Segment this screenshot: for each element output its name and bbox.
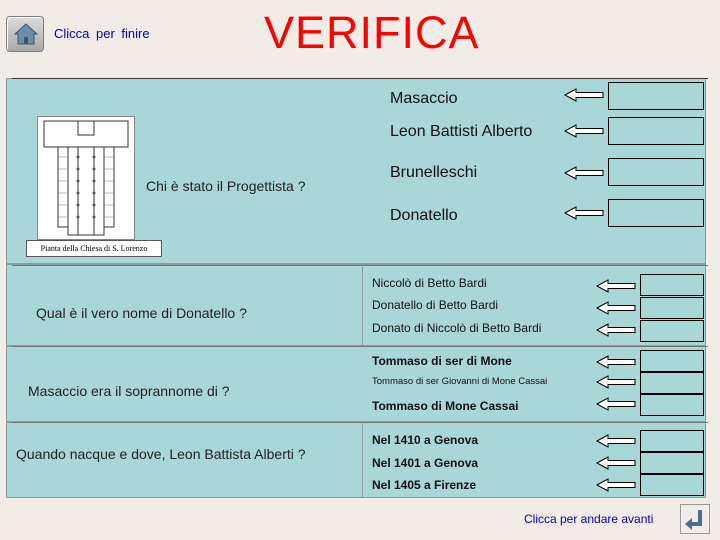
- answer-4-3[interactable]: Nel 1405 a Firenze: [372, 478, 477, 492]
- answer-box-4-2[interactable]: [640, 452, 704, 474]
- arrow-left-icon: [596, 397, 636, 411]
- next-button[interactable]: [680, 504, 710, 534]
- arrow-left-icon: [596, 375, 636, 389]
- arrow-left-icon: [596, 301, 636, 315]
- answer-box-4-1[interactable]: [640, 430, 704, 452]
- answer-box-3-3[interactable]: [640, 394, 704, 416]
- answer-box-2-1[interactable]: [640, 274, 704, 296]
- arrow-left-icon: [596, 456, 636, 470]
- arrow-left-icon: [564, 166, 604, 180]
- arrow-left-icon: [596, 478, 636, 492]
- finish-link[interactable]: Clicca per finire: [54, 26, 150, 41]
- arrow-left-icon: [564, 124, 604, 138]
- question-3: Masaccio era il soprannome di ?: [28, 383, 230, 399]
- arrow-left-icon: [564, 206, 604, 220]
- answer-box-1-3[interactable]: [608, 158, 704, 186]
- answer-3-2[interactable]: Tommaso di ser Giovanni di Mone Cassai: [372, 376, 548, 387]
- arrow-left-icon: [596, 279, 636, 293]
- answer-box-1-2[interactable]: [608, 117, 704, 145]
- page-title: VERIFICA: [264, 7, 480, 58]
- answer-4-1[interactable]: Nel 1410 a Genova: [372, 433, 479, 447]
- answer-box-3-1[interactable]: [640, 350, 704, 372]
- answer-1-3[interactable]: Brunelleschi: [390, 164, 478, 181]
- answer-box-2-3[interactable]: [640, 320, 704, 342]
- answer-box-3-2[interactable]: [640, 372, 704, 394]
- divider: [12, 422, 708, 423]
- question-1: Chi è stato il Progettista ?: [146, 178, 306, 194]
- image-caption: Pianta della Chiesa di S. Lorenzo: [26, 240, 162, 257]
- divider: [12, 265, 708, 266]
- question-2: Qual è il vero nome di Donatello ?: [36, 305, 247, 321]
- home-button[interactable]: [6, 16, 44, 52]
- church-floor-plan-image: [37, 116, 135, 240]
- answer-3-1[interactable]: Tommaso di ser di Mone: [372, 354, 512, 368]
- divider: [12, 78, 708, 79]
- answer-2-3[interactable]: Donato di Niccolò di Betto Bardi: [372, 321, 542, 335]
- arrow-left-icon: [596, 355, 636, 369]
- answer-1-4[interactable]: Donatello: [390, 207, 458, 224]
- next-link[interactable]: Clicca per andare avanti: [524, 512, 654, 526]
- divider: [12, 346, 708, 347]
- answer-2-2[interactable]: Donatello di Betto Bardi: [372, 298, 499, 312]
- question-4: Quando nacque e dove, Leon Battista Alberti ?: [16, 446, 306, 462]
- answer-3-3[interactable]: Tommaso di Mone Cassai: [372, 399, 519, 413]
- answer-2-1[interactable]: Niccolò di Betto Bardi: [372, 276, 487, 290]
- answer-box-1-1[interactable]: [608, 82, 704, 110]
- answer-4-2[interactable]: Nel 1401 a Genova: [372, 456, 479, 470]
- divider: [362, 422, 363, 498]
- divider: [362, 264, 363, 346]
- answer-box-4-3[interactable]: [640, 474, 704, 496]
- answer-box-2-2[interactable]: [640, 297, 704, 319]
- home-icon: [14, 23, 38, 45]
- answer-1-2[interactable]: Leon Battisti Alberto: [390, 123, 533, 140]
- answer-box-1-4[interactable]: [608, 199, 704, 227]
- return-arrow-icon: [680, 504, 710, 534]
- answer-1-1[interactable]: Masaccio: [390, 90, 458, 107]
- arrow-left-icon: [596, 434, 636, 448]
- arrow-left-icon: [596, 323, 636, 337]
- arrow-left-icon: [564, 88, 604, 102]
